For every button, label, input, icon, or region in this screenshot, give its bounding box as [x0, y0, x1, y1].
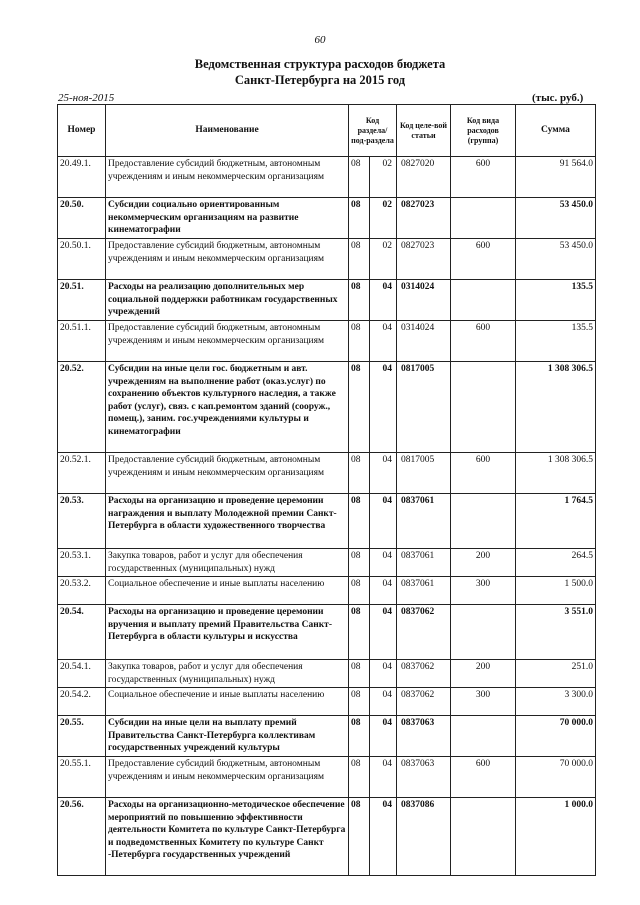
row-number: 20.49.1.: [58, 157, 106, 198]
col-target-header: Код целе-вой статьи: [397, 105, 451, 157]
row-name: Расходы на организацию и проведение церемонии награждения и выплату Молодежной премии Санкт-Петербурга в области художественного творчества: [106, 494, 349, 549]
row-chapter: 08: [349, 605, 370, 660]
row-target: 0837062: [397, 688, 451, 716]
row-expense-type: 600: [451, 239, 516, 280]
units-label: (тыс. руб.): [532, 92, 584, 104]
row-number: 20.53.2.: [58, 577, 106, 605]
table-row: [58, 577, 596, 605]
table-row: [58, 321, 596, 362]
row-number: 20.55.: [58, 716, 106, 757]
row-subchapter: 04: [370, 660, 397, 688]
row-name: Субсидии социально ориентированным некоммерческим организациям на развитие кинематографии: [106, 198, 349, 239]
row-expense-type: 200: [451, 549, 516, 577]
row-subchapter: 04: [370, 577, 397, 605]
row-sum: 1 500.0: [516, 577, 596, 605]
row-expense-type: 300: [451, 688, 516, 716]
row-name: Закупка товаров, работ и услуг для обеспечения государственных (муниципальных) нужд: [106, 660, 349, 688]
row-number: 20.52.1.: [58, 453, 106, 494]
title-line-1: Ведомственная структура расходов бюджета: [194, 57, 446, 71]
row-number: 20.50.: [58, 198, 106, 239]
row-chapter: 08: [349, 453, 370, 494]
row-name: Предоставление субсидий бюджетным, автономным учреждениям и иным некоммерческим организациям: [106, 157, 349, 198]
row-target: 0837061: [397, 549, 451, 577]
row-sum: 1 308 306.5: [516, 453, 596, 494]
row-chapter: 08: [349, 688, 370, 716]
budget-table: [57, 104, 596, 876]
row-expense-type: 300: [451, 577, 516, 605]
row-name: Предоставление субсидий бюджетным, автономным учреждениям и иным некоммерческим организациям: [106, 453, 349, 494]
row-sum: 53 450.0: [516, 239, 596, 280]
row-number: 20.56.: [58, 798, 106, 876]
row-chapter: 08: [349, 549, 370, 577]
table-row: [58, 605, 596, 660]
row-expense-type: 600: [451, 157, 516, 198]
table-row: [58, 453, 596, 494]
row-subchapter: 04: [370, 605, 397, 660]
document-date: 25-ноя-2015: [58, 92, 115, 104]
row-expense-type: [451, 605, 516, 660]
row-name: Социальное обеспечение и иные выплаты населению: [106, 577, 349, 605]
row-chapter: 08: [349, 198, 370, 239]
table-row: [58, 362, 596, 453]
row-target: 0837062: [397, 660, 451, 688]
table-row: [58, 198, 596, 239]
row-expense-type: [451, 798, 516, 876]
row-expense-type: [451, 280, 516, 321]
row-number: 20.55.1.: [58, 757, 106, 798]
table-row: [58, 549, 596, 577]
row-subchapter: 02: [370, 157, 397, 198]
page-number: 60: [314, 34, 326, 46]
document-title: [0, 56, 640, 88]
table-row: [58, 757, 596, 798]
row-subchapter: 04: [370, 757, 397, 798]
row-name: Социальное обеспечение и иные выплаты населению: [106, 688, 349, 716]
row-name: Субсидии на иные цели на выплату премий Правительства Санкт-Петербурга коллективам государственных учреждений культуры: [106, 716, 349, 757]
table-row: [58, 157, 596, 198]
row-sum: 91 564.0: [516, 157, 596, 198]
table-row: [58, 239, 596, 280]
row-sum: 70 000.0: [516, 716, 596, 757]
row-number: 20.54.: [58, 605, 106, 660]
row-subchapter: 04: [370, 453, 397, 494]
row-number: 20.53.: [58, 494, 106, 549]
row-chapter: 08: [349, 757, 370, 798]
row-target: 0827020: [397, 157, 451, 198]
row-target: 0837063: [397, 716, 451, 757]
row-name: Расходы на организацию и проведение церемонии вручения и выплату премий Правительства Санкт-Петербурга в области культуры и искусства: [106, 605, 349, 660]
row-name: Субсидии на иные цели гос. бюджетным и авт. учреждениям на выполнение работ (оказ.услуг) по сохранению объектов культурного наследия, а также работ (услуг), связ. с кап.ремонтом зданий (сооруж., помещ.), заним. гос.учреждениями культуры и кинематографии: [106, 362, 349, 453]
row-subchapter: 04: [370, 280, 397, 321]
row-sum: 135.5: [516, 321, 596, 362]
row-expense-type: 600: [451, 321, 516, 362]
row-chapter: 08: [349, 157, 370, 198]
row-subchapter: 04: [370, 549, 397, 577]
table-row: [58, 660, 596, 688]
table-row: [58, 798, 596, 876]
row-subchapter: 04: [370, 494, 397, 549]
row-expense-type: 600: [451, 757, 516, 798]
col-chapter-header: Код раздела/ под-раздела: [349, 105, 397, 157]
row-target: 0314024: [397, 280, 451, 321]
row-expense-type: 600: [451, 453, 516, 494]
row-sum: 3 551.0: [516, 605, 596, 660]
row-chapter: 08: [349, 494, 370, 549]
row-name: Предоставление субсидий бюджетным, автономным учреждениям и иным некоммерческим организациям: [106, 239, 349, 280]
row-subchapter: 04: [370, 321, 397, 362]
table-row: [58, 280, 596, 321]
row-name: Предоставление субсидий бюджетным, автономным учреждениям и иным некоммерческим организациям: [106, 321, 349, 362]
row-target: 0837063: [397, 757, 451, 798]
table-row: [58, 716, 596, 757]
row-number: 20.50.1.: [58, 239, 106, 280]
row-sum: 1 000.0: [516, 798, 596, 876]
row-target: 0314024: [397, 321, 451, 362]
row-subchapter: 02: [370, 239, 397, 280]
row-sum: 1 764.5: [516, 494, 596, 549]
row-sum: 3 300.0: [516, 688, 596, 716]
table-row: [58, 688, 596, 716]
row-target: 0827023: [397, 239, 451, 280]
col-number-header: Номер: [58, 105, 106, 157]
row-target: 0837061: [397, 494, 451, 549]
row-subchapter: 04: [370, 716, 397, 757]
row-sum: 264.5: [516, 549, 596, 577]
row-expense-type: [451, 716, 516, 757]
col-expense-type-header: Код вида расходов (группа): [451, 105, 516, 157]
row-expense-type: [451, 494, 516, 549]
row-target: 0837086: [397, 798, 451, 876]
row-chapter: 08: [349, 321, 370, 362]
col-sum-header: Сумма: [516, 105, 596, 157]
row-chapter: 08: [349, 280, 370, 321]
row-sum: 251.0: [516, 660, 596, 688]
row-expense-type: 200: [451, 660, 516, 688]
col-name-header: Наименование: [106, 105, 349, 157]
row-sum: 70 000.0: [516, 757, 596, 798]
row-sum: 1 308 306.5: [516, 362, 596, 453]
row-chapter: 08: [349, 239, 370, 280]
row-chapter: 08: [349, 798, 370, 876]
row-subchapter: 04: [370, 688, 397, 716]
table-row: [58, 494, 596, 549]
row-number: 20.54.2.: [58, 688, 106, 716]
title-line-2: Санкт-Петербурга на 2015 год: [234, 73, 406, 87]
row-chapter: 08: [349, 660, 370, 688]
row-target: 0827023: [397, 198, 451, 239]
row-sum: 53 450.0: [516, 198, 596, 239]
row-number: 20.51.1.: [58, 321, 106, 362]
row-sum: 135.5: [516, 280, 596, 321]
row-number: 20.52.: [58, 362, 106, 453]
row-name: Закупка товаров, работ и услуг для обеспечения государственных (муниципальных) нужд: [106, 549, 349, 577]
row-target: 0837062: [397, 605, 451, 660]
row-name: Расходы на реализацию дополнительных мер социальной поддержки работникам государственных учреждений: [106, 280, 349, 321]
row-expense-type: [451, 362, 516, 453]
row-subchapter: 04: [370, 362, 397, 453]
row-chapter: 08: [349, 362, 370, 453]
row-name: Расходы на организационно-методическое обеспечение мероприятий по повышению эффективности деятельности Комитета по культуре Санкт-Петербурга и подведомственных Комитету по культуре Санкт -Петербурга государственных учреждений: [106, 798, 349, 876]
row-chapter: 08: [349, 577, 370, 605]
row-number: 20.53.1.: [58, 549, 106, 577]
row-subchapter: 02: [370, 198, 397, 239]
row-number: 20.51.: [58, 280, 106, 321]
row-target: 0837061: [397, 577, 451, 605]
row-target: 0817005: [397, 453, 451, 494]
row-subchapter: 04: [370, 798, 397, 876]
row-name: Предоставление субсидий бюджетным, автономным учреждениям и иным некоммерческим организациям: [106, 757, 349, 798]
row-target: 0817005: [397, 362, 451, 453]
row-chapter: 08: [349, 716, 370, 757]
row-expense-type: [451, 198, 516, 239]
row-number: 20.54.1.: [58, 660, 106, 688]
